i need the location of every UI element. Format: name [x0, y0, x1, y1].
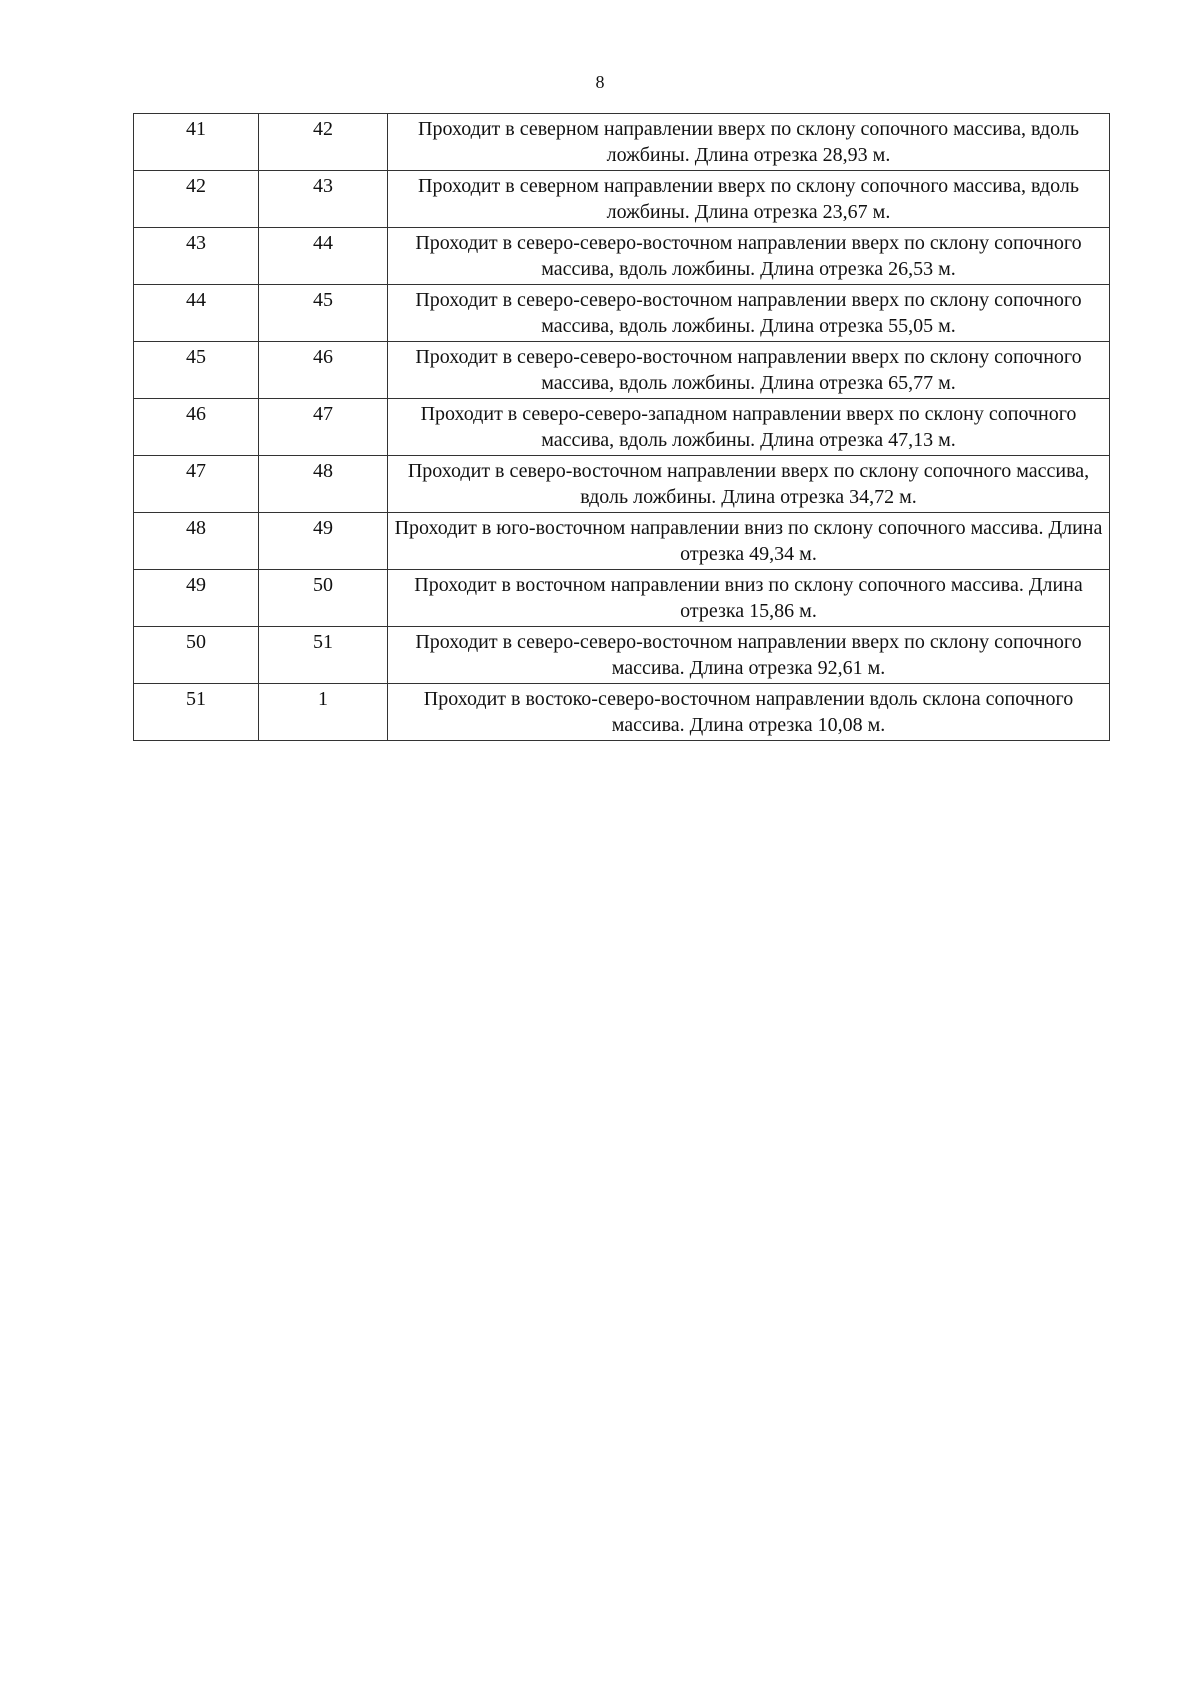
segment-description: Проходит в северо-восточном направлении вверх по склону сопочного массива, вдоль ложбины. Длина отрезка 34,72 м. — [388, 456, 1110, 513]
table-row — [134, 513, 1110, 570]
table-row — [134, 228, 1110, 285]
point-to: 44 — [259, 228, 388, 285]
table-row — [134, 399, 1110, 456]
point-from: 46 — [134, 399, 259, 456]
point-from: 48 — [134, 513, 259, 570]
point-to: 42 — [259, 114, 388, 171]
point-to: 49 — [259, 513, 388, 570]
table-row — [134, 285, 1110, 342]
page-number: 8 — [595, 72, 605, 92]
segment-description: Проходит в северо-северо-восточном направлении вверх по склону сопочного массива, вдоль ложбины. Длина отрезка 65,77 м. — [388, 342, 1110, 399]
segment-description: Проходит в северо-северо-восточном направлении вверх по склону сопочного массива, вдоль ложбины. Длина отрезка 55,05 м. — [388, 285, 1110, 342]
point-from: 44 — [134, 285, 259, 342]
point-to: 45 — [259, 285, 388, 342]
table-row — [134, 456, 1110, 513]
point-from: 51 — [134, 684, 259, 741]
segment-description: Проходит в восточном направлении вниз по склону сопочного массива. Длина отрезка 15,86 м. — [388, 570, 1110, 627]
table-row — [134, 171, 1110, 228]
table-row — [134, 684, 1110, 741]
point-to: 43 — [259, 171, 388, 228]
point-to: 48 — [259, 456, 388, 513]
point-to: 1 — [259, 684, 388, 741]
point-from: 50 — [134, 627, 259, 684]
segment-description: Проходит в юго-восточном направлении вниз по склону сопочного массива. Длина отрезка 49,34 м. — [388, 513, 1110, 570]
point-to: 46 — [259, 342, 388, 399]
point-from: 49 — [134, 570, 259, 627]
point-from: 45 — [134, 342, 259, 399]
point-from: 42 — [134, 171, 259, 228]
segment-description: Проходит в северном направлении вверх по склону сопочного массива, вдоль ложбины. Длина отрезка 28,93 м. — [388, 114, 1110, 171]
segment-description: Проходит в северо-северо-восточном направлении вверх по склону сопочного массива. Длина отрезка 92,61 м. — [388, 627, 1110, 684]
table-row — [134, 342, 1110, 399]
segment-description: Проходит в северо-северо-восточном направлении вверх по склону сопочного массива, вдоль ложбины. Длина отрезка 26,53 м. — [388, 228, 1110, 285]
segment-description: Проходит в востоко-северо-восточном направлении вдоль склона сопочного массива. Длина отрезка 10,08 м. — [388, 684, 1110, 741]
table-row — [134, 627, 1110, 684]
segment-description: Проходит в северо-северо-западном направлении вверх по склону сопочного массива, вдоль ложбины. Длина отрезка 47,13 м. — [388, 399, 1110, 456]
point-to: 47 — [259, 399, 388, 456]
boundary-table — [133, 113, 1110, 741]
point-from: 43 — [134, 228, 259, 285]
point-to: 50 — [259, 570, 388, 627]
table-row — [134, 570, 1110, 627]
segment-description: Проходит в северном направлении вверх по склону сопочного массива, вдоль ложбины. Длина отрезка 23,67 м. — [388, 171, 1110, 228]
point-from: 47 — [134, 456, 259, 513]
table-row — [134, 114, 1110, 171]
point-to: 51 — [259, 627, 388, 684]
point-from: 41 — [134, 114, 259, 171]
